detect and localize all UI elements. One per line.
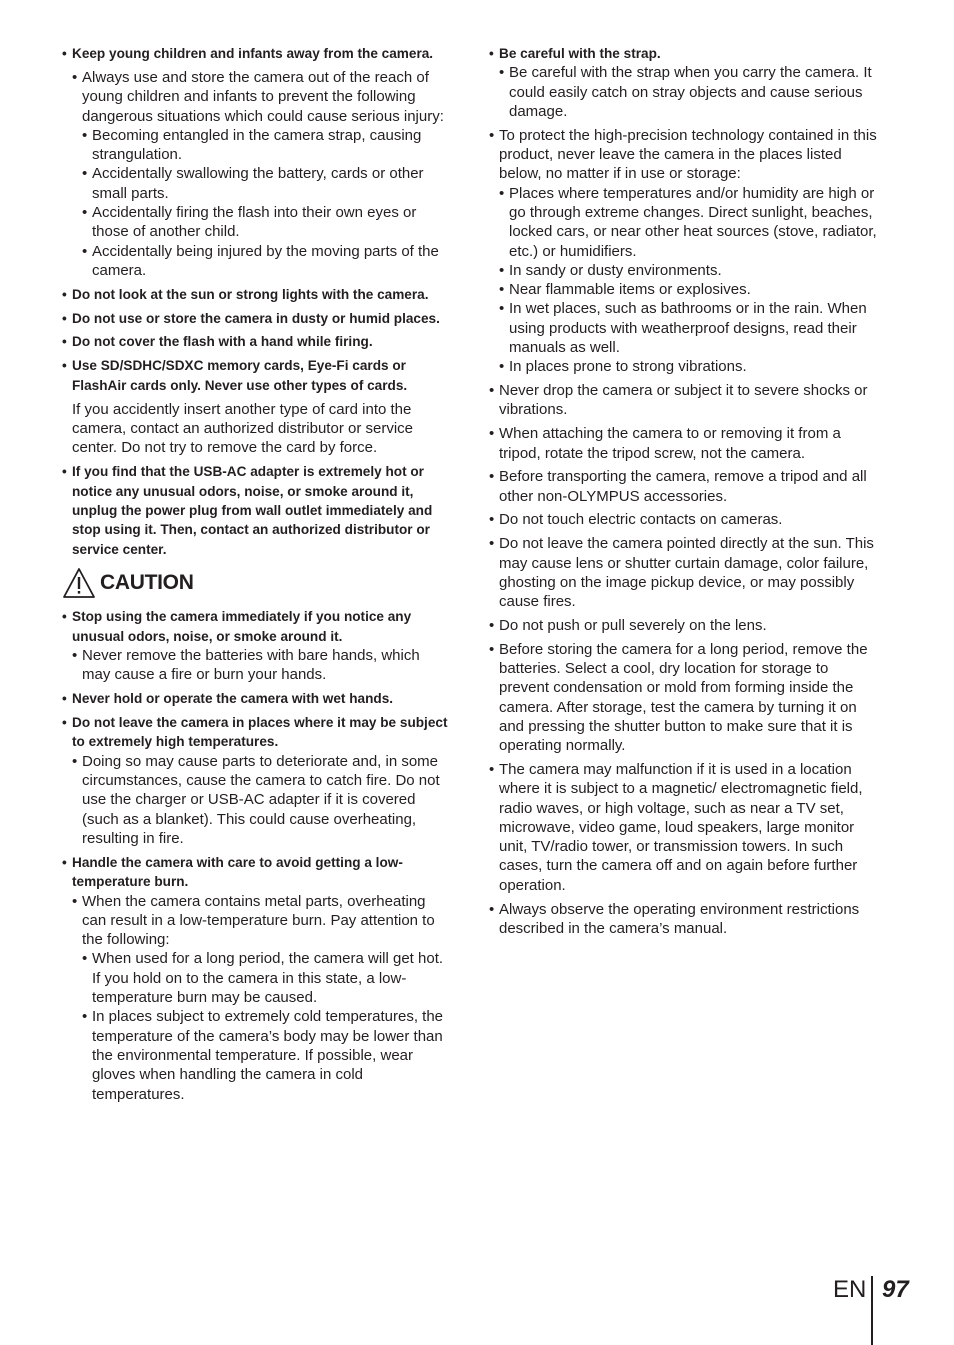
warning-children-title: • Keep young children and infants away from the camera. bbox=[62, 44, 448, 63]
list-item: • Near flammable items or explosives. bbox=[499, 280, 877, 299]
protect-sublist bbox=[499, 184, 877, 377]
warning-cards: • Use SD/SDHC/SDXC memory cards, Eye-Fi cards or FlashAir cards only. Never use other types of cards. bbox=[62, 356, 448, 395]
right-column bbox=[489, 44, 877, 943]
caution-smoke-body: • Never remove the batteries with bare hands, which may cause a fire or burn your hands. bbox=[72, 646, 448, 685]
list-item: • In sandy or dusty environments. bbox=[499, 261, 877, 280]
list-item: • The camera may malfunction if it is used in a location where it is subject to a magnetic/ electromagnetic field, radio waves, or high voltage, such as near a TV set, microwave, video game, loud speakers, large monitor unit, TV/radio tower, or transmission towers. In such cases, turn the camera off and on again before further operation. bbox=[489, 760, 877, 895]
caution-high-temp-title: • Do not leave the camera in places where it may be subject to extremely high temperatures. bbox=[62, 713, 448, 752]
list-item: • Before transporting the camera, remove a tripod and all other non-OLYMPUS accessories. bbox=[489, 467, 877, 506]
warning-dusty: • Do not use or store the camera in dusty or humid places. bbox=[62, 309, 448, 328]
list-item: • Always observe the operating environment restrictions described in the camera’s manual. bbox=[489, 900, 877, 939]
list-item: • In places subject to extremely cold temperatures, the temperature of the camera’s body may be lower than the environmental temperature. If possible, wear gloves when handling the camera in cold temperatures. bbox=[82, 1007, 448, 1103]
caution-high-temp-body: • Doing so may cause parts to deteriorate and, in some circumstances, cause the camera to catch fire. Do not use the charger or USB-AC adapter if it is covered (such as a blanket). This could cause overheating, resulting in fire. bbox=[72, 752, 448, 848]
warning-children-sublist bbox=[82, 126, 448, 280]
warning-cards-paragraph: If you accidently insert another type of card into the camera, contact an authorized distributor or service center. Do not try to remove the card by force. bbox=[72, 400, 413, 457]
list-item: • Accidentally being injured by the moving parts of the camera. bbox=[82, 242, 448, 281]
warning-flash: • Do not cover the flash with a hand while firing. bbox=[62, 332, 448, 351]
caution-low-temp-sublist bbox=[82, 949, 448, 1103]
list-item: • In places prone to strong vibrations. bbox=[499, 357, 877, 376]
list-item: • Do not leave the camera pointed directly at the sun. This may cause lens or shutter curtain damage, color failure, ghosting on the image pickup device, or may possibly cause fires. bbox=[489, 534, 877, 611]
warning-triangle-icon bbox=[62, 567, 96, 599]
caution-low-temp-body: • When the camera contains metal parts, overheating can result in a low-temperature burn. Pay attention to the following: bbox=[72, 892, 448, 950]
strap-title: • Be careful with the strap. bbox=[489, 44, 877, 63]
caution-low-temp-title: • Handle the camera with care to avoid getting a low-temperature burn. bbox=[62, 853, 448, 892]
list-item: • Do not touch electric contacts on cameras. bbox=[489, 510, 877, 529]
left-column bbox=[62, 44, 448, 1104]
page-number: 97 bbox=[882, 1276, 909, 1303]
strap-body: • Be careful with the strap when you carry the camera. It could easily catch on stray objects and cause serious damage. bbox=[499, 63, 877, 121]
list-item: • Accidentally swallowing the battery, cards or other small parts. bbox=[82, 164, 448, 203]
caution-wet-hands: • Never hold or operate the camera with wet hands. bbox=[62, 689, 448, 708]
list-item: • When attaching the camera to or removing it from a tripod, rotate the tripod screw, not the camera. bbox=[489, 424, 877, 463]
footer-divider bbox=[871, 1276, 873, 1345]
list-item: • Becoming entangled in the camera strap, causing strangulation. bbox=[82, 126, 448, 165]
warning-sun: • Do not look at the sun or strong lights with the camera. bbox=[62, 285, 448, 304]
caution-smoke-title: • Stop using the camera immediately if you notice any unusual odors, noise, or smoke around it. bbox=[62, 607, 448, 646]
list-item: • When used for a long period, the camera will get hot. If you hold on to the camera in this state, a low-temperature burn may be caused. bbox=[82, 949, 448, 1007]
caution-label: CAUTION bbox=[100, 571, 194, 595]
list-item: • Never drop the camera or subject it to severe shocks or vibrations. bbox=[489, 381, 877, 420]
warning-children-body: • Always use and store the camera out of the reach of young children and infants to prevent the following dangerous situations which could cause serious injury: bbox=[72, 68, 448, 126]
list-item: • Do not push or pull severely on the lens. bbox=[489, 616, 877, 635]
protect-intro: • To protect the high-precision technology contained in this product, never leave the camera in the places listed below, no matter if in use or storage: bbox=[489, 126, 877, 184]
list-item: • Before storing the camera for a long period, remove the batteries. Select a cool, dry location for storage to prevent condensation or mold from forming inside the camera. After storage, test the camera by turning it on and pressing the shutter button to make sure that it is operating normally. bbox=[489, 640, 877, 756]
caution-heading bbox=[62, 565, 448, 601]
list-item: • Accidentally firing the flash into their own eyes or those of another child. bbox=[82, 203, 448, 242]
warning-usb-adapter: • If you find that the USB-AC adapter is extremely hot or notice any unusual odors, noise, or smoke around it, unplug the power plug from wall outlet immediately and stop using it. Then, contact an authorized distributor or service center. bbox=[62, 462, 448, 559]
list-item: • In wet places, such as bathrooms or in the rain. When using products with weatherproof designs, read their manuals as well. bbox=[499, 299, 877, 357]
language-label: EN bbox=[833, 1276, 867, 1303]
list-item: • Places where temperatures and/or humidity are high or go through extreme changes. Direct sunlight, beaches, locked cars, or near other heat sources (stove, radiator, etc.) or humidifiers. bbox=[499, 184, 877, 261]
